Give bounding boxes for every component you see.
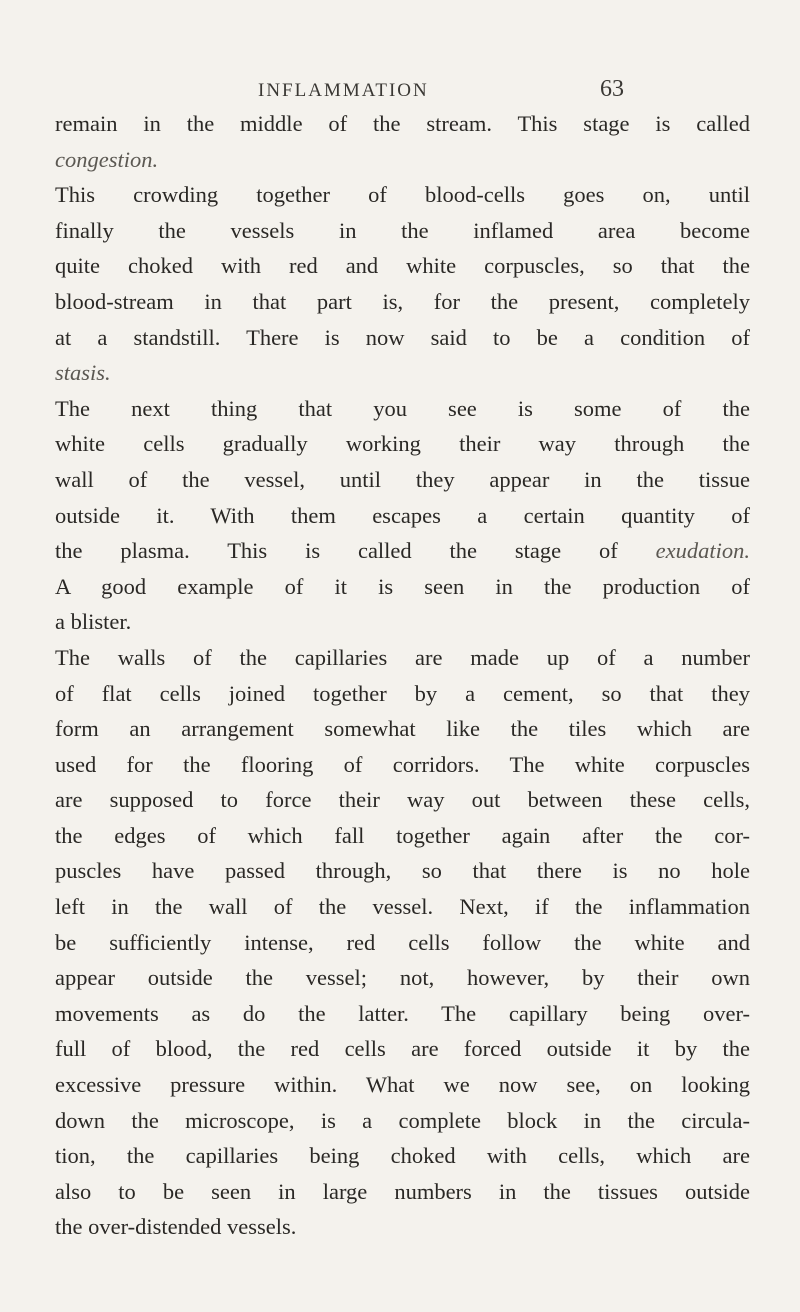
text-line: the edges of which fall together again after the cor- (55, 822, 750, 848)
text-line: blood-stream in that part is, for the present, completely (55, 288, 750, 314)
text-line (55, 533, 750, 569)
text-line: remain in the middle of the stream. This stage is called (55, 111, 750, 136)
text-line: used for the flooring of corridors. The white corpuscles (55, 751, 750, 777)
text-line: at a standstill. There is now said to be a condition of (55, 324, 750, 350)
italic-term: exudation. (655, 538, 750, 564)
page-number: 63 (600, 76, 624, 102)
running-head (0, 74, 800, 108)
text-line: white cells gradually working their way through the (55, 431, 750, 457)
text-line: outside it. With them escapes a certain quantity of (55, 502, 750, 528)
text-line: full of blood, the red cells are forced outside it by the (55, 1036, 750, 1062)
text-line: movements as do the latter. The capillary being over- (55, 1000, 750, 1026)
text-line: The next thing that you see is some of the (55, 395, 750, 421)
text-line: stasis. (55, 360, 111, 386)
text-run: the plasma. This is called the stage of (55, 538, 656, 564)
text-line: appear outside the vessel; not, however, by their own (55, 965, 750, 991)
running-title: INFLAMMATION (258, 80, 429, 101)
text-line: down the microscope, is a complete block in the circula- (55, 1107, 750, 1133)
text-line: wall of the vessel, until they appear in the tissue (55, 466, 750, 492)
text-line: are supposed to force their way out between these cells, (55, 787, 750, 813)
text-line: excessive pressure within. What we now see, on looking (55, 1072, 750, 1098)
text-line: form an arrangement somewhat like the tiles which are (55, 716, 750, 742)
text-line: also to be seen in large numbers in the tissues outside (55, 1178, 750, 1204)
text-line: left in the wall of the vessel. Next, if the inflammation (55, 894, 750, 920)
text-line: puscles have passed through, so that there is no hole (55, 858, 750, 884)
text-line: the over-distended vessels. (55, 1214, 297, 1240)
text-line: congestion. (55, 146, 159, 172)
text-line: This crowding together of blood-cells goes on, until (55, 182, 750, 208)
text-line: The walls of the capillaries are made up of a number (55, 644, 750, 670)
body-text (55, 106, 750, 1245)
text-line: of flat cells joined together by a cement, so that they (55, 680, 750, 706)
text-line: A good example of it is seen in the production of (55, 573, 750, 599)
text-line: tion, the capillaries being choked with cells, which are (55, 1143, 750, 1169)
text-line: be sufficiently intense, red cells follow the white and (55, 929, 750, 955)
text-line: finally the vessels in the inflamed area become (55, 217, 750, 243)
text-line: quite choked with red and white corpuscles, so that the (55, 253, 750, 279)
text-line: a blister. (55, 609, 132, 635)
